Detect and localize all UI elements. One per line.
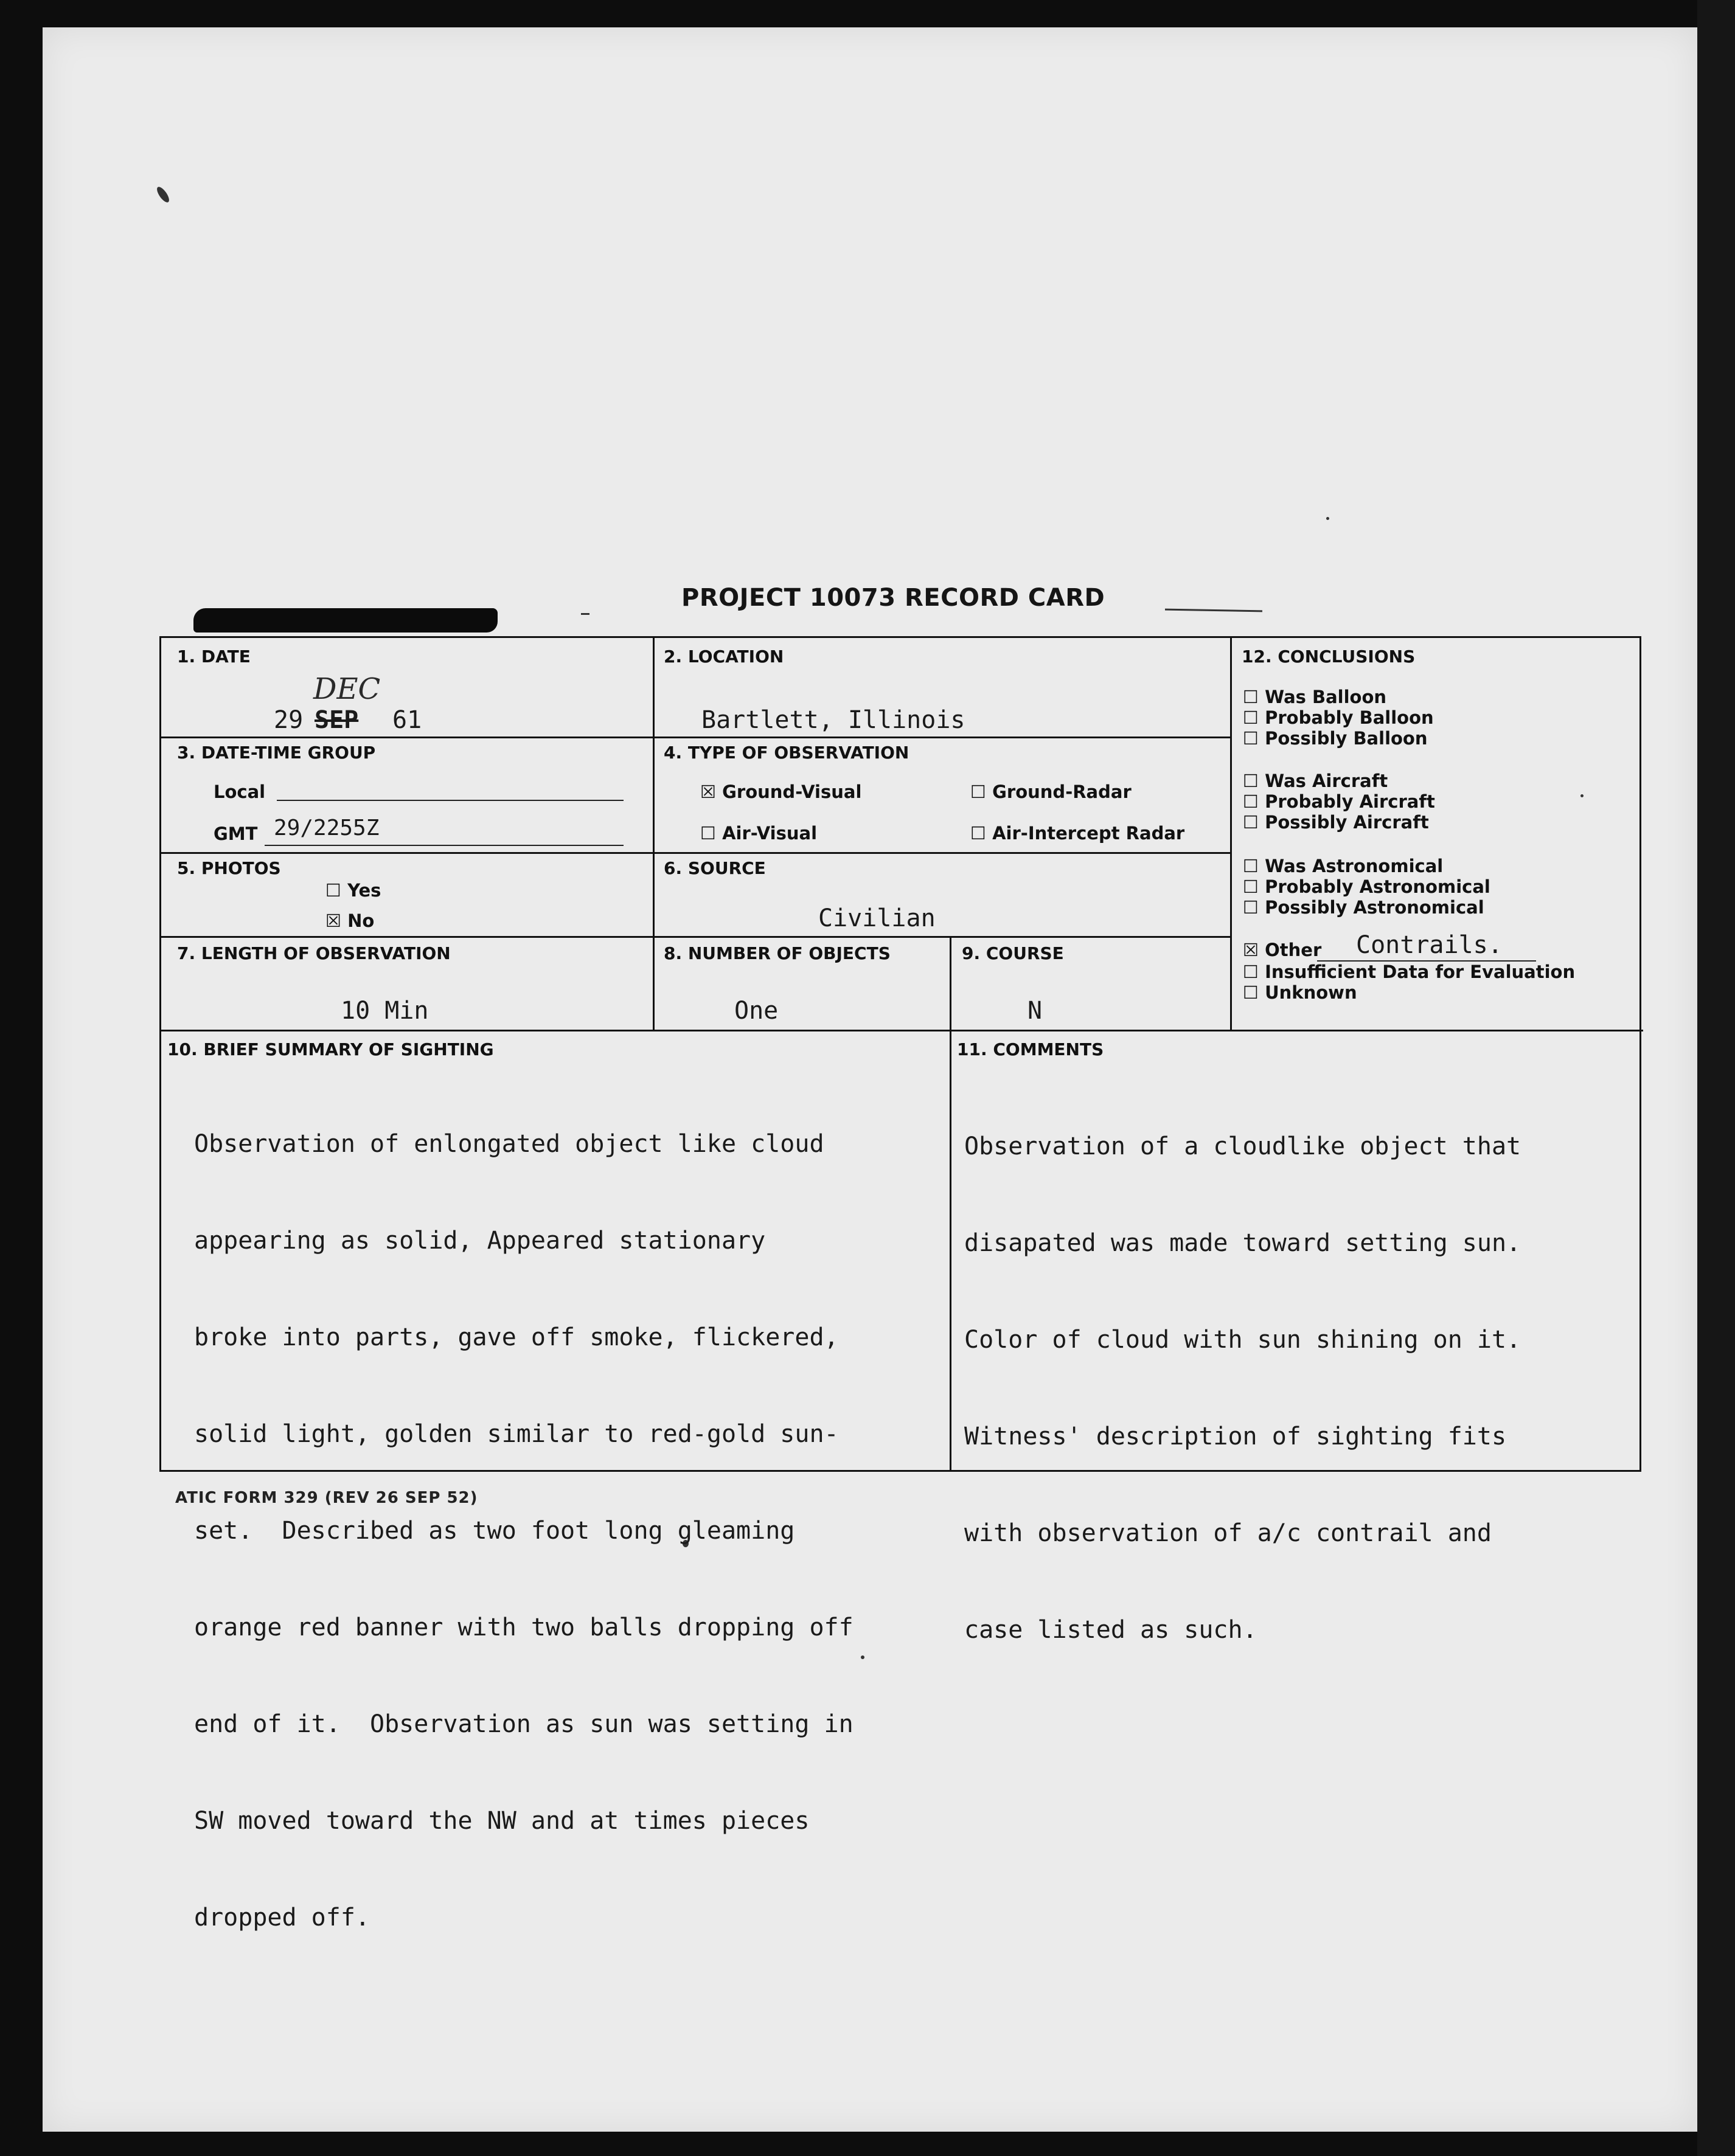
- comments-label: 11. COMMENTS: [957, 1039, 1104, 1059]
- conclusion-insufficient-data: [1243, 962, 1575, 982]
- divider: [161, 936, 1230, 938]
- summary-line: broke into parts, gave off smoke, flickered,: [194, 1323, 839, 1351]
- option-label: Insufficient Data for Evaluation: [1265, 962, 1576, 982]
- option-label: Was Balloon: [1265, 687, 1387, 707]
- option-label: Ground-Radar: [992, 782, 1132, 802]
- summary-line: Observation of enlongated object like cloud: [194, 1130, 824, 1158]
- summary-text: [194, 1064, 854, 1998]
- option-label: Probably Aircraft: [1265, 791, 1435, 812]
- conclusions-label: 12. CONCLUSIONS: [1242, 646, 1416, 667]
- conclusion-probably-balloon: [1243, 707, 1434, 728]
- option-label: Was Aircraft: [1265, 771, 1388, 791]
- option-label: Possibly Astronomical: [1265, 897, 1484, 918]
- checkbox-icon: ☐: [1243, 962, 1259, 982]
- summary-line: SW moved toward the NW and at times pieces: [194, 1807, 810, 1835]
- conclusion-was-aircraft: [1243, 771, 1388, 791]
- comments-line: Observation of a cloudlike object that: [964, 1132, 1521, 1160]
- conclusion-other-value: Contrails.: [1356, 931, 1503, 959]
- option-label: Unknown: [1265, 982, 1357, 1003]
- date-day: 29: [274, 706, 304, 734]
- dtg-gmt-line: [265, 845, 624, 846]
- dtg-local-label: Local: [214, 782, 266, 802]
- objects-value: One: [734, 997, 779, 1025]
- option-label: Probably Astronomical: [1265, 876, 1490, 897]
- option-label: Possibly Balloon: [1265, 728, 1428, 749]
- dtg-gmt-value: 29/2255Z: [274, 816, 380, 841]
- source-label: 6. SOURCE: [664, 858, 766, 878]
- conclusion-other: [1243, 940, 1321, 960]
- summary-line: orange red banner with two balls dropping off: [194, 1614, 854, 1641]
- checkbox-checked-icon: ☒: [325, 910, 341, 931]
- dtg-label: 3. DATE-TIME GROUP: [177, 743, 376, 763]
- length-value: 10 Min: [341, 997, 429, 1025]
- scan-mark: [581, 613, 589, 615]
- checkbox-icon: ☐: [1243, 982, 1259, 1003]
- course-value: N: [1027, 997, 1043, 1025]
- conclusion-probably-astronomical: [1243, 876, 1490, 897]
- dtg-local-line: [277, 800, 624, 801]
- comments-line: Witness' description of sighting fits: [964, 1423, 1507, 1451]
- scan-speck: [1326, 517, 1329, 520]
- option-air-intercept-radar: [970, 823, 1184, 844]
- checkbox-icon: ☐: [1243, 812, 1259, 833]
- checkbox-icon: ☐: [700, 823, 716, 844]
- option-label: Ground-Visual: [722, 782, 862, 802]
- scan-border: [1697, 0, 1735, 2156]
- option-photos-yes: [325, 880, 381, 901]
- summary-line: dropped off.: [194, 1904, 370, 1932]
- checkbox-checked-icon: ☒: [700, 782, 716, 802]
- option-ground-radar: [970, 782, 1132, 802]
- divider: [161, 737, 1230, 738]
- conclusion-possibly-aircraft: [1243, 812, 1429, 833]
- summary-line: appearing as solid, Appeared stationary: [194, 1227, 766, 1255]
- checkbox-icon: ☐: [970, 823, 986, 844]
- summary-label: 10. BRIEF SUMMARY OF SIGHTING: [167, 1039, 494, 1059]
- summary-line: end of it. Observation as sun was setting in: [194, 1710, 854, 1738]
- divider: [653, 638, 655, 1030]
- option-label: Was Astronomical: [1265, 856, 1444, 876]
- option-label: Probably Balloon: [1265, 707, 1434, 728]
- date-struck-month: SEP: [315, 706, 359, 734]
- conclusion-was-balloon: [1243, 687, 1386, 707]
- option-ground-visual: [700, 782, 861, 802]
- form-number: ATIC FORM 329 (REV 26 SEP 52): [175, 1489, 478, 1507]
- option-label: Possibly Aircraft: [1265, 812, 1429, 833]
- photos-label: 5. PHOTOS: [177, 858, 281, 878]
- checkbox-checked-icon: ☒: [1243, 940, 1259, 960]
- option-photos-no: [325, 910, 374, 931]
- checkbox-icon: ☐: [1243, 687, 1259, 707]
- option-label: Yes: [347, 880, 381, 901]
- checkbox-icon: ☐: [1243, 791, 1259, 812]
- divider: [1230, 638, 1232, 1030]
- card-title: PROJECT 10073 RECORD CARD: [681, 584, 1105, 612]
- summary-line: solid light, golden similar to red-gold sun-: [194, 1420, 839, 1448]
- option-label: Air-Visual: [722, 823, 818, 844]
- comments-line: with observation of a/c contrail and: [964, 1519, 1492, 1547]
- summary-line: set. Described as two foot long gleaming: [194, 1517, 795, 1545]
- option-label: No: [347, 910, 375, 931]
- divider: [161, 1030, 1643, 1031]
- conclusion-unknown: [1243, 982, 1357, 1003]
- objects-label: 8. NUMBER OF OBJECTS: [664, 943, 891, 963]
- checkbox-icon: ☐: [325, 880, 341, 901]
- conclusion-possibly-astronomical: [1243, 897, 1484, 918]
- comments-text: [964, 1066, 1521, 1711]
- source-value: Civilian: [818, 904, 936, 932]
- length-label: 7. LENGTH OF OBSERVATION: [177, 943, 451, 963]
- course-label: 9. COURSE: [962, 943, 1064, 963]
- observation-type-label: 4. TYPE OF OBSERVATION: [664, 743, 909, 763]
- conclusion-possibly-balloon: [1243, 728, 1428, 749]
- date-label: 1. DATE: [177, 646, 251, 667]
- location-value: Bartlett, Illinois: [701, 706, 965, 734]
- location-label: 2. LOCATION: [664, 646, 784, 667]
- checkbox-icon: ☐: [1243, 707, 1259, 728]
- divider: [950, 936, 951, 1470]
- checkbox-icon: ☐: [1243, 728, 1259, 749]
- scan-speck: [861, 1655, 864, 1659]
- date-month-handwritten: DEC: [313, 672, 381, 706]
- comments-line: Color of cloud with sun shining on it.: [964, 1326, 1521, 1354]
- redaction-mark: [193, 608, 498, 633]
- option-label: Air-Intercept Radar: [992, 823, 1185, 844]
- option-label: Other: [1265, 940, 1322, 960]
- conclusion-probably-aircraft: [1243, 791, 1435, 812]
- comments-line: disapated was made toward setting sun.: [964, 1229, 1521, 1257]
- option-air-visual: [700, 823, 817, 844]
- checkbox-icon: ☐: [1243, 771, 1259, 791]
- conclusion-was-astronomical: [1243, 856, 1443, 876]
- checkbox-icon: ☐: [1243, 856, 1259, 876]
- checkbox-icon: ☐: [970, 782, 986, 802]
- checkbox-icon: ☐: [1243, 876, 1259, 897]
- checkbox-icon: ☐: [1243, 897, 1259, 918]
- divider: [161, 852, 1230, 854]
- date-year: 61: [392, 706, 422, 734]
- dtg-gmt-label: GMT: [214, 823, 258, 844]
- comments-line: case listed as such.: [964, 1616, 1257, 1644]
